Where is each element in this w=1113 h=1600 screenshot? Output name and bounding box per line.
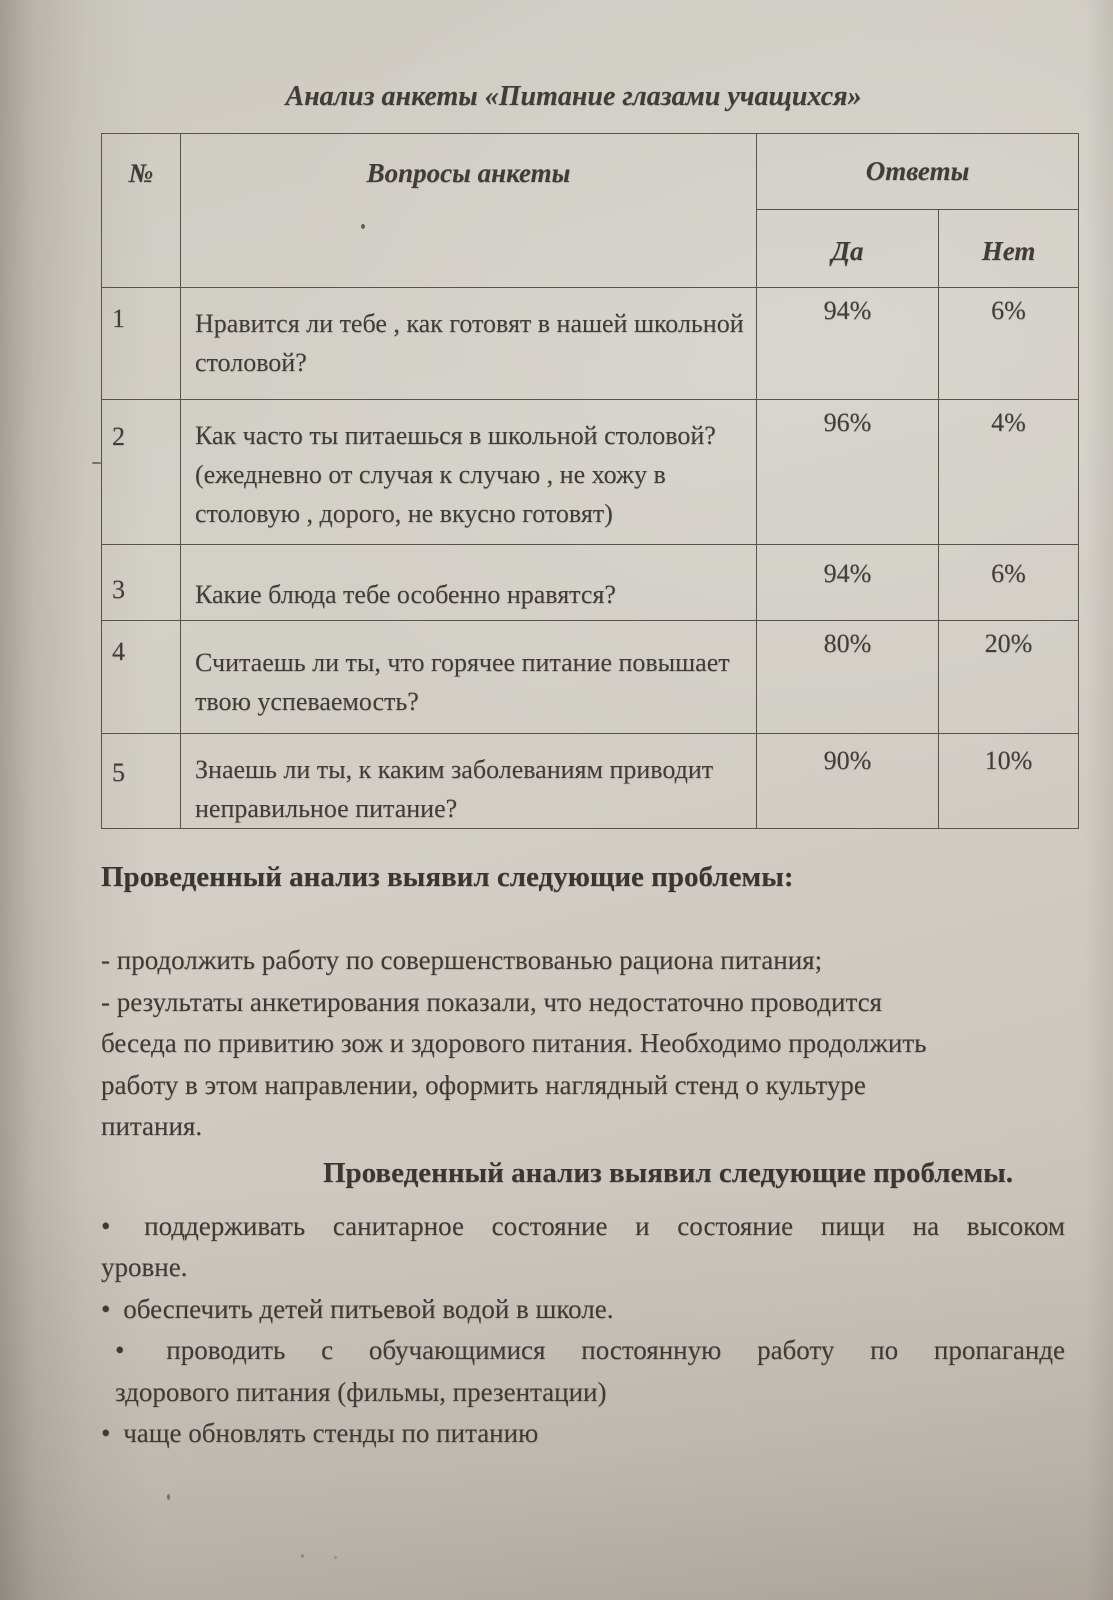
- col-header-yes: Да: [757, 210, 939, 288]
- no-percentage: 10%: [939, 734, 1079, 829]
- question-text: Знаешь ли ты, к каким заболеваниям приводит неправильное питание?: [181, 734, 757, 829]
- bullet-marker-icon: •: [101, 1418, 111, 1448]
- question-text: Как часто ты питаешься в школьной столовой? (ежедневно от случая к случаю , не хожу в столовую , дорого, не вкусно готовят): [181, 400, 757, 545]
- survey-table-header: [102, 134, 1079, 288]
- text-line: - продолжить работу по совершенствованью рациона питания;: [101, 945, 823, 975]
- bullet-item: [101, 1289, 1065, 1331]
- document-title: Анализ анкеты «Питание глазами учащихся»: [285, 81, 862, 112]
- dash-item: [101, 940, 1065, 982]
- table-row: [102, 545, 1079, 621]
- yes-percentage: 96%: [757, 400, 939, 545]
- paper-speck: [167, 1494, 170, 1500]
- no-percentage: 6%: [939, 545, 1079, 621]
- bullet-item: [101, 1413, 1065, 1455]
- survey-table-body: [102, 288, 1079, 829]
- dash-item: [101, 982, 1065, 1148]
- analysis-section: [101, 860, 1065, 1455]
- yes-percentage: 94%: [757, 288, 939, 400]
- text-line: [115, 1330, 1065, 1372]
- bullet-text: проводить с обучающимися постоянную работу по пропаганде: [166, 1335, 1066, 1365]
- survey-table: [101, 133, 1079, 829]
- no-percentage: 20%: [939, 621, 1079, 734]
- col-header-no: Нет: [939, 210, 1079, 288]
- col-header-answers: Ответы: [757, 134, 1079, 210]
- recommendations-heading: Проведенный анализ выявил следующие проблемы.: [322, 1156, 1014, 1189]
- row-number: 1: [102, 288, 181, 400]
- paper-speck: [361, 224, 365, 229]
- yes-percentage: 90%: [757, 734, 939, 829]
- text-line: работу в этом направлении, оформить наглядный стенд о культуре: [101, 1069, 866, 1100]
- question-text: Считаешь ли ты, что горячее питание повышает твою успеваемость?: [181, 621, 757, 734]
- col-header-questions: Вопросы анкеты: [181, 134, 757, 288]
- table-row: [102, 734, 1079, 829]
- bullet-text: обеспечить детей питьевой водой в школе.: [123, 1293, 614, 1324]
- bullet-text: поддерживать санитарное состояние и состояние пищи на высоком: [144, 1210, 1065, 1241]
- col-header-number: №: [102, 134, 181, 288]
- no-percentage: 4%: [939, 400, 1079, 545]
- yes-percentage: 94%: [757, 545, 939, 621]
- yes-percentage: 80%: [757, 621, 939, 734]
- paper-speck: [92, 462, 101, 464]
- bullet-marker-icon: •: [115, 1335, 125, 1365]
- row-number: 5: [102, 734, 181, 829]
- bullet-marker-icon: •: [101, 1210, 111, 1241]
- row-number: 4: [102, 621, 181, 734]
- dash-list: [101, 940, 1065, 1148]
- table-row: [102, 621, 1079, 734]
- text-line: уровне.: [101, 1252, 188, 1282]
- text-line: [101, 1289, 1065, 1331]
- question-text: Какие блюда тебе особенно нравятся?: [181, 545, 757, 621]
- bullet-item: [101, 1330, 1065, 1413]
- text-line: [101, 1206, 1065, 1248]
- paper-speck: [334, 1556, 337, 1559]
- text-line: беседа по привитию зож и здорового питания. Необходимо продолжить: [101, 1028, 927, 1058]
- paper-speck: [301, 1554, 304, 1558]
- bullet-text: чаще обновлять стенды по питанию: [123, 1418, 539, 1448]
- row-number: 2: [102, 400, 181, 545]
- analysis-heading: Проведенный анализ выявил следующие проблемы:: [101, 861, 794, 893]
- header-row-top: [102, 134, 1079, 210]
- bullet-item: [101, 1206, 1065, 1289]
- text-line: [101, 1413, 1065, 1455]
- text-line: - результаты анкетирования показали, что недостаточно проводится: [101, 986, 882, 1017]
- row-number: 3: [102, 545, 181, 621]
- text-line: здорового питания (фильмы, презентации): [115, 1376, 607, 1407]
- no-percentage: 6%: [939, 288, 1079, 400]
- table-row: [102, 288, 1079, 400]
- bullet-marker-icon: •: [101, 1293, 111, 1324]
- question-text: Нравится ли тебе , как готовят в нашей школьной столовой?: [181, 288, 757, 400]
- bullet-list: [101, 1206, 1065, 1455]
- text-line: питания.: [101, 1111, 203, 1141]
- table-row: [102, 400, 1079, 545]
